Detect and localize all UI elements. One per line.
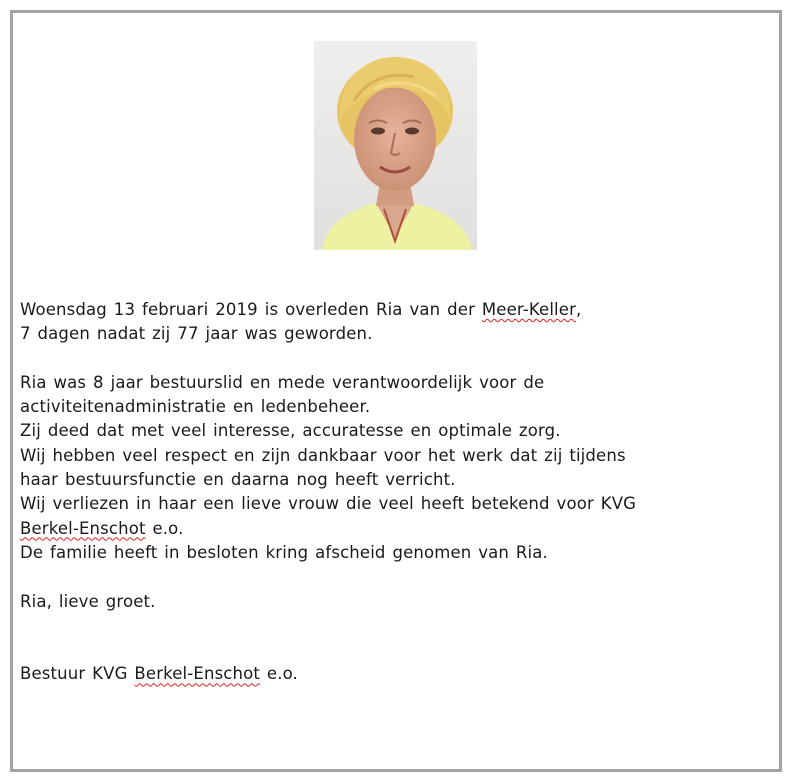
announcement-line: haar bestuursfunctie en daarna nog heeft verricht.	[20, 470, 456, 490]
announcement-line: De familie heeft in besloten kring afscheid genomen van Ria.	[20, 542, 548, 562]
text-segment: Bestuur KVG	[20, 664, 135, 684]
text-segment: e.o.	[145, 518, 184, 538]
announcement-line: activiteitenadministratie en ledenbeheer.	[20, 397, 371, 417]
text-segment: ,	[576, 300, 582, 319]
place-name: Berkel-Enschot	[134, 664, 261, 684]
portrait-photo	[314, 41, 477, 250]
announcement-line	[20, 298, 770, 322]
closing-greeting: Ria, lieve groet.	[20, 591, 156, 611]
announcement-line: Ria was 8 jaar bestuurslid en mede verantwoordelijk voor de	[20, 372, 545, 392]
announcement-line: Zij deed dat met veel interesse, accuratesse en optimale zorg.	[20, 421, 561, 441]
deceased-surname: Meer-Keller	[481, 300, 577, 319]
announcement-line: Wij hebben veel respect en zijn dankbaar voor het werk dat zij tijdens	[20, 445, 626, 465]
announcement-line: 7 dagen nadat zij 77 jaar was geworden.	[20, 324, 373, 344]
paragraph-gap	[20, 614, 770, 663]
text-segment: Woensdag 13 februari 2019 is overleden Ria van der	[20, 300, 482, 319]
portrait-illustration	[314, 41, 477, 250]
announcement-text	[20, 298, 770, 687]
signature	[20, 662, 770, 686]
text-segment: e.o.	[260, 664, 298, 684]
announcement-line: Wij verliezen in haar een lieve vrouw die veel heeft betekend voor KVG	[20, 494, 637, 514]
place-name: Berkel-Enschot	[20, 518, 146, 538]
announcement-line	[20, 517, 770, 541]
paragraph-gap	[20, 347, 770, 371]
paragraph-gap	[20, 565, 770, 589]
document-frame	[10, 10, 782, 772]
